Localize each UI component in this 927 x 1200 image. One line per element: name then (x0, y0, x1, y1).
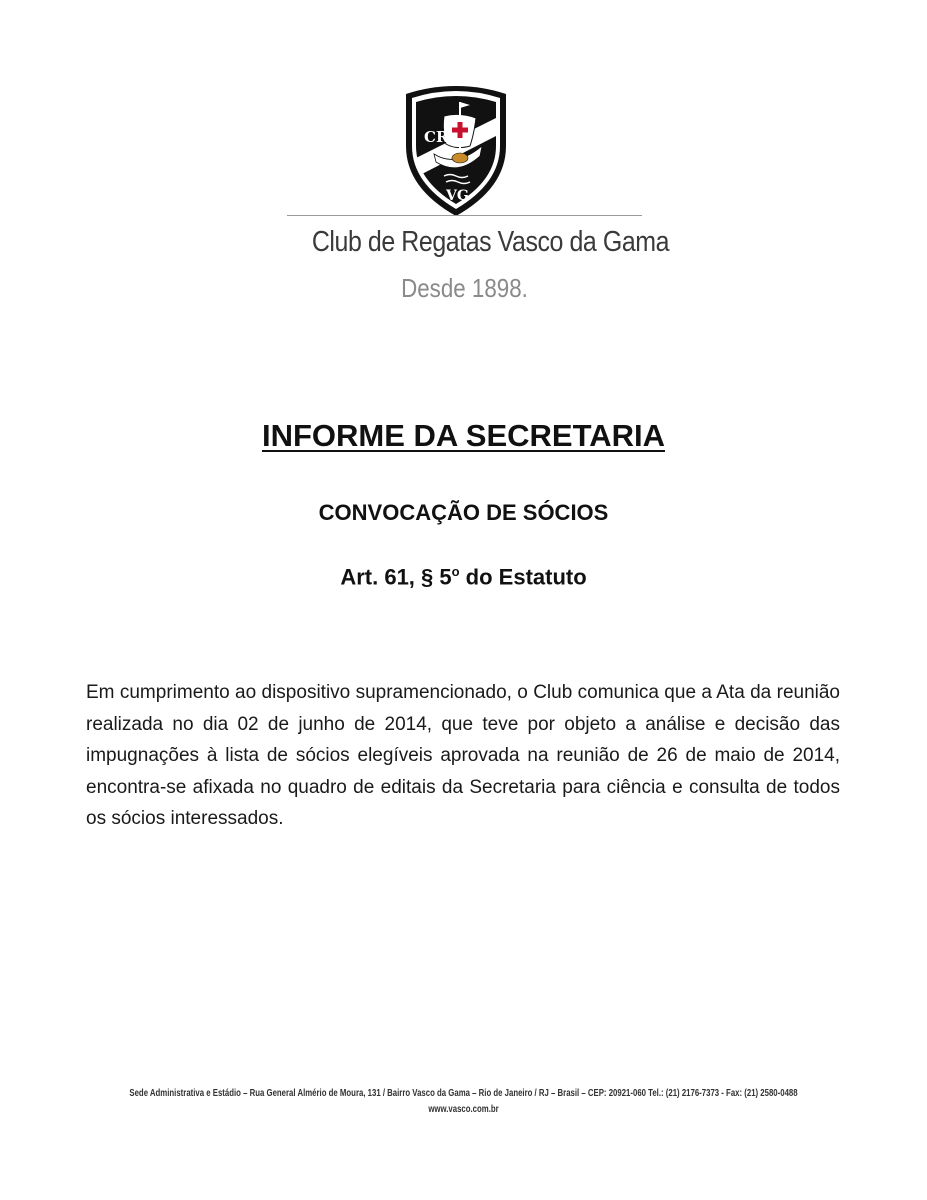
notice-body: Em cumprimento ao dispositivo supramencionado, o Club comunica que a Ata da reunião realizada no dia 02 de junho de 2014, que teve por objeto a análise e decisão das impugnações à lista de sócios elegíveis aprovada na reunião de 26 de maio de 2014, encontra-se afixada no quadro de editais da Secretaria para ciência e consulta de todos os sócios interessados. (86, 682, 840, 829)
footer-address: Sede Administrativa e Estádio – Rua General Almério de Moura, 131 / Bairro Vasco da Gama – Rio de Janeiro / RJ – Brasil – CEP: 20921-060 Tel.: (21) 2176-7373 - Fax: (21) 2580-0488 (129, 1088, 798, 1099)
footer-website-link[interactable]: www.vasco.com.br (428, 1104, 499, 1115)
crest-shield-icon (400, 84, 512, 218)
club-founding-year: Desde 1898. (401, 273, 528, 303)
club-name: Club de Regatas Vasco da Gama (311, 226, 670, 258)
header-divider (287, 215, 642, 216)
notice-subtitle: CONVOCAÇÃO DE SÓCIOS (318, 500, 609, 525)
article-prefix: Art. 61, § 5 (340, 564, 452, 590)
article-suffix: do Estatuto (459, 564, 587, 590)
club-crest-logo (400, 84, 512, 218)
notice-title: INFORME DA SECRETARIA (262, 418, 665, 453)
article-reference (0, 564, 927, 590)
crest-monogram-bottom: VG (446, 188, 469, 204)
crest-monogram-top: CR (424, 128, 449, 146)
article-ordinal: o (451, 564, 460, 579)
